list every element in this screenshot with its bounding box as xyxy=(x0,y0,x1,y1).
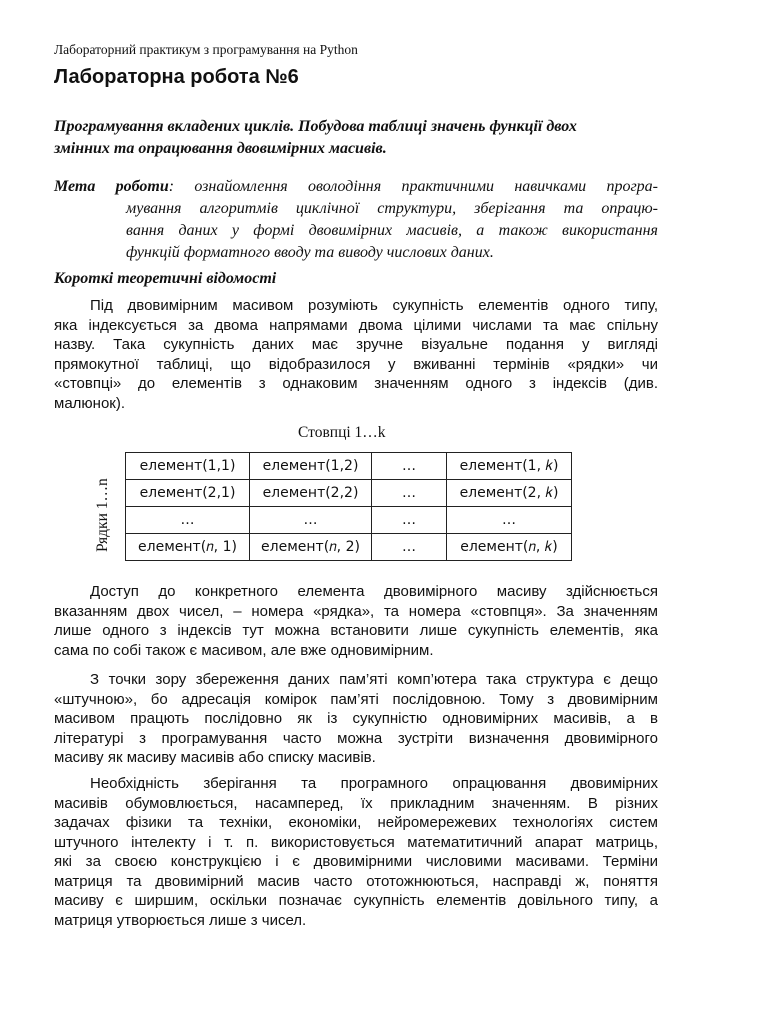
goal-label: Мета роботи xyxy=(54,178,169,195)
table-row xyxy=(126,534,572,561)
paragraph-1 xyxy=(54,296,658,413)
table-cell: елемент(2, 𝑘) xyxy=(447,480,572,507)
paragraph-line: матриця та двовимірний масив часто ототожнюються, насправді ж, поняття xyxy=(54,872,658,890)
paragraph-3 xyxy=(54,670,658,768)
table-cell: елемент(1, 𝑘) xyxy=(447,453,572,480)
paragraph-line: які за своєю конструкцією і є двовимірними числовими масивами. Терміни xyxy=(54,853,658,870)
table-cell: … xyxy=(372,507,447,534)
paragraph-line: «стовпці» до елементів з однаковим значенням одного з індексів (див. xyxy=(54,375,658,392)
section-heading: Короткі теоретичні відомості xyxy=(54,270,277,287)
lab-topic xyxy=(54,116,664,160)
paragraph-line: Під двовимірним масивом розуміють сукупність елементів одного типу, xyxy=(90,297,658,314)
paragraph-line: прямокутної таблиці, що відобразилося у вживанні термінів «рядки» чи xyxy=(54,355,658,373)
paragraph-4 xyxy=(54,774,658,930)
goal-line: мування алгоритмів циклічної структури, зберігання та опрацю- xyxy=(126,200,658,217)
table-cell: елемент(𝑛, 𝑘) xyxy=(447,534,572,561)
table-cell: … xyxy=(372,480,447,507)
paragraph-line: малюнок). xyxy=(54,394,126,412)
table-row xyxy=(126,453,572,480)
paragraph-line: З точки зору збереження даних пам’яті комп’ютера така структура є дещо xyxy=(90,671,658,688)
topic-line: змінних та опрацювання двовимірних масивів. xyxy=(54,140,387,157)
goal-block xyxy=(54,176,658,264)
paragraph-line: сама по собі також є масивом, але вже одновимірним. xyxy=(54,641,434,659)
paragraph-line: масиву є ширшим, оскільки позначає сукупність елементів довільного типу, а xyxy=(54,892,658,909)
paragraph-line: штучного інтелекту і т. п. використовується математитичний апарат матриць, xyxy=(54,833,658,851)
table-cell: … xyxy=(372,453,447,480)
paragraph-line: Необхідність зберігання та програмного опрацювання двовимірних xyxy=(90,775,658,792)
matrix-table xyxy=(125,452,572,561)
columns-caption: Стовпці 1…k xyxy=(298,424,386,441)
paragraph-line: лише одного з індексів тут можна встановити лише сукупність елементів, яка xyxy=(54,622,658,639)
course-header: Лабораторний практикум з програмування на Python xyxy=(54,42,358,57)
table-cell: елемент(𝑛, 2) xyxy=(250,534,372,561)
paragraph-line: масивом працють послідовно як із сукупністю одновимірних масивів, а в xyxy=(54,710,658,727)
table-cell: … xyxy=(447,507,572,534)
paragraph-line: літературі з програмування часто можна зустріти визначення двовимірного xyxy=(54,729,658,747)
table-cell: елемент(𝑛, 1) xyxy=(126,534,250,561)
paragraph-line: «штучною», бо адресація комірок пам’яті послідовною. Тому з двовимірним xyxy=(54,690,658,708)
paragraph-line: матриця утворюється лише з чисел. xyxy=(54,911,307,929)
rows-caption: Рядки 1…n xyxy=(94,478,111,552)
table-cell: … xyxy=(250,507,372,534)
paragraph-line: назву. Така сукупність даних має зручне візуальне подання у вигляді xyxy=(54,336,658,353)
table-cell: елемент(2,2) xyxy=(250,480,372,507)
table-cell: … xyxy=(372,534,447,561)
paragraph-line: вказанням двох чисел, – номера «рядка», та номера «стовпця». За значенням xyxy=(54,602,658,620)
table-row xyxy=(126,507,572,534)
goal-text: : ознайомлення оволодіння практичними навичками програ- xyxy=(168,178,659,195)
topic-line: Програмування вкладених циклів. Побудова таблиці значень функції двох xyxy=(54,118,577,135)
paragraph-line: масиву як масиву масивів або списку масивів. xyxy=(54,749,376,766)
table-cell: елемент(1,2) xyxy=(250,453,372,480)
table-cell: елемент(2,1) xyxy=(126,480,250,507)
table-cell: елемент(1,1) xyxy=(126,453,250,480)
paragraph-line: яка індексується за двома напрямами двома цілими числами та має спільну xyxy=(54,316,658,334)
goal-line: функцій форматного вводу та виводу числових даних. xyxy=(126,244,494,261)
table-row xyxy=(126,480,572,507)
goal-line: вання даних у формі двовимірних масивів, а також використання xyxy=(126,222,658,239)
paragraph-line: Доступ до конкретного елемента двовимірного масиву здійснюється xyxy=(90,583,658,600)
table-cell: … xyxy=(126,507,250,534)
paragraph-2 xyxy=(54,582,658,660)
paragraph-line: задачах фізики та техніки, економіки, нейромережевих технологіях систем xyxy=(54,814,658,831)
lab-title: Лабораторна робота №6 xyxy=(54,66,299,88)
paragraph-line: масивів обумовлюється, насамперед, їх прикладним значенням. В різних xyxy=(54,794,658,812)
goal-line xyxy=(54,176,658,198)
